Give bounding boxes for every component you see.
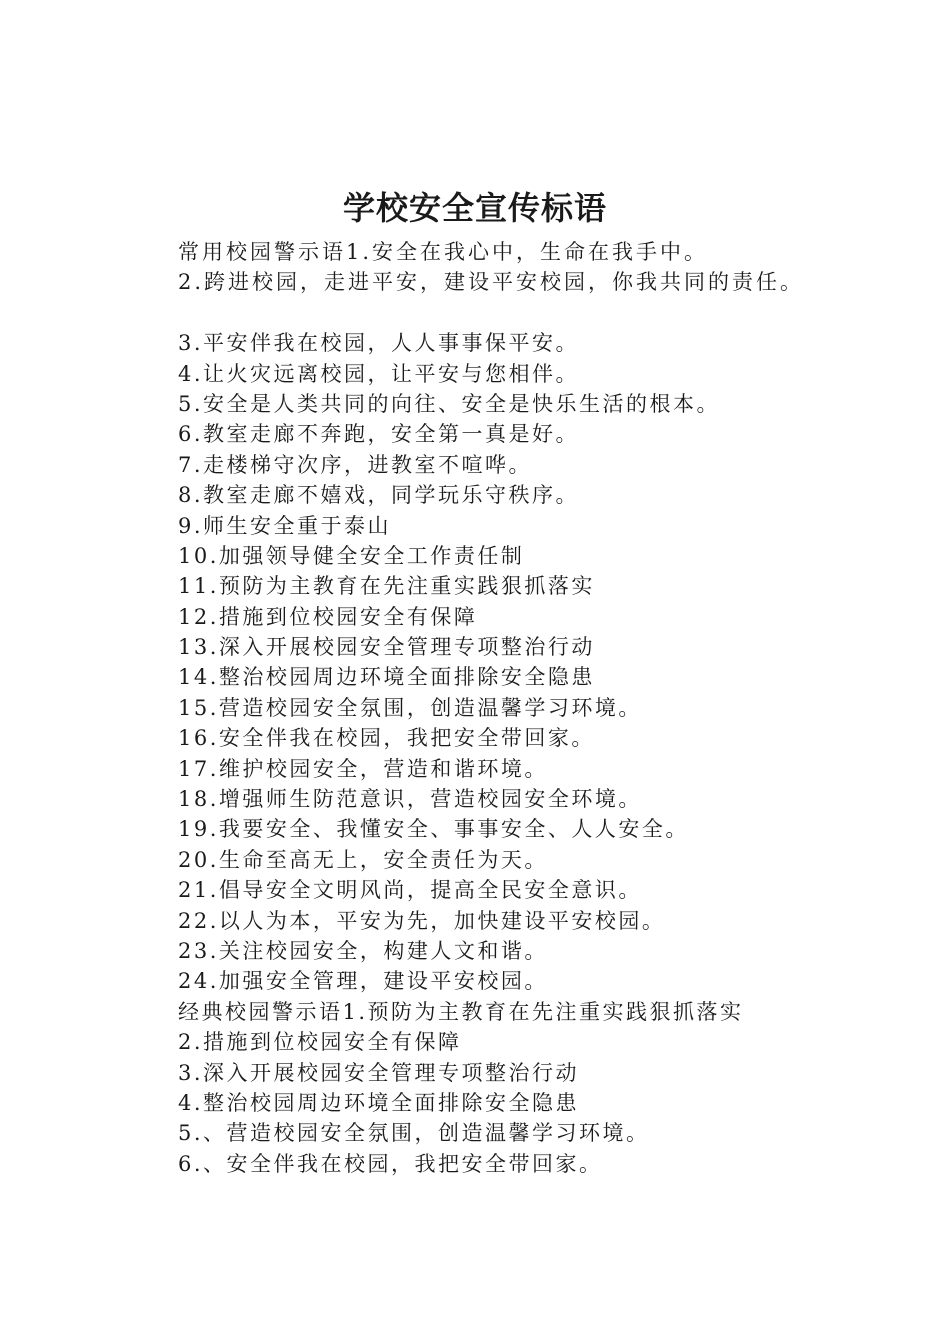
list-item: 9.师生安全重于泰山 — [178, 513, 392, 538]
list-item: 3.平安伴我在校园，人人事事保平安。 — [178, 331, 580, 356]
list-item: 5.安全是人类共同的向往、安全是快乐生活的根本。 — [178, 391, 721, 416]
list-item: 16.安全伴我在校园，我把安全带回家。 — [178, 726, 595, 751]
list-item: 6.、安全伴我在校园，我把安全带回家。 — [178, 1151, 603, 1176]
list-item: 19.我要安全、我懂安全、事事安全、人人安全。 — [178, 817, 689, 842]
list-item: 15.营造校园安全氛围，创造温馨学习环境。 — [178, 695, 642, 720]
list-item: 7.走楼梯守次序，进教室不喧哗。 — [178, 452, 533, 477]
list-item: 22.以人为本，平安为先，加快建设平安校园。 — [178, 908, 666, 933]
list-item: 14.整治校园周边环境全面排除安全隐患 — [178, 665, 595, 690]
section-heading-line: 经典校园警示语1.预防为主教育在先注重实践狠抓落实 — [178, 999, 744, 1024]
list-item: 17.维护校园安全，营造和谐环境。 — [178, 756, 548, 781]
list-item: 4.让火灾远离校园，让平安与您相伴。 — [178, 361, 580, 386]
list-item: 11.预防为主教育在先注重实践狠抓落实 — [178, 574, 595, 599]
list-item: 4.整治校园周边环境全面排除安全隐患 — [178, 1090, 580, 1115]
list-item: 2.措施到位校园安全有保障 — [178, 1030, 462, 1055]
list-item: 20.生命至高无上，安全责任为天。 — [178, 847, 548, 872]
list-item: 10.加强领导健全安全工作责任制 — [178, 543, 525, 568]
list-item: 6.教室走廊不奔跑，安全第一真是好。 — [178, 422, 580, 447]
blank-line — [178, 298, 938, 328]
list-item: 5.、营造校园安全氛围，创造温馨学习环境。 — [178, 1121, 650, 1146]
list-item: 常用校园警示语1.安全在我心中，生命在我手中。 — [178, 240, 709, 264]
list-item: 13.深入开展校园安全管理专项整治行动 — [178, 635, 595, 660]
slogan-list — [178, 237, 938, 1179]
list-item: 2.跨进校园，走进平安，建设平安校园，你我共同的责任。 — [178, 270, 805, 295]
list-item: 23.关注校园安全，构建人文和谐。 — [178, 938, 548, 963]
list-item: 21.倡导安全文明风尚，提高全民安全意识。 — [178, 878, 642, 903]
list-item: 24.加强安全管理，建设平安校园。 — [178, 969, 548, 994]
list-item: 12.措施到位校园安全有保障 — [178, 604, 478, 629]
page-title: 学校安全宣传标语 — [342, 189, 607, 227]
list-item: 8.教室走廊不嬉戏，同学玩乐守秩序。 — [178, 483, 580, 508]
list-item: 3.深入开展校园安全管理专项整治行动 — [178, 1060, 580, 1085]
list-item: 18.增强师生防范意识，营造校园安全环境。 — [178, 787, 642, 812]
